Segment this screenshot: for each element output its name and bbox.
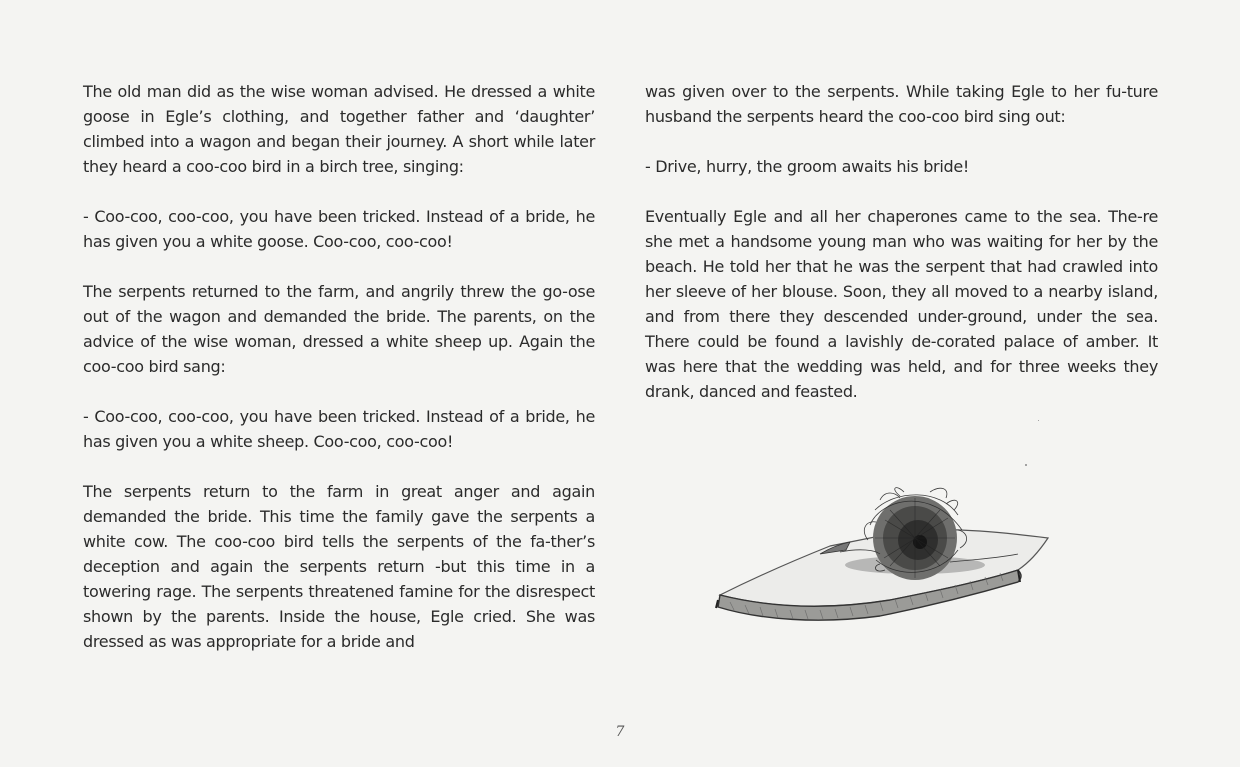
paragraph: - Coo-coo, coo-coo, you have been tricked. Instead of a bride, he has given you a white sheep. Coo-coo, coo-coo! — [83, 407, 595, 451]
pencil-sketch-nest-on-slab-icon — [700, 470, 1080, 660]
paragraph: - Drive, hurry, the groom awaits his bride! — [645, 157, 969, 176]
paragraph: was given over to the serpents. While taking Egle to her fu-ture husband the serpents heard the coo-coo bird sing out: — [645, 82, 1158, 126]
paragraph: Eventually Egle and all her chaperones came to the sea. The-re she met a handsome young man who was waiting for her by the beach. He told her that he was the serpent that had crawled into her sleeve of her blouse. Soon, they all moved to a nearby island, and from there they descended under-ground, under the sea. There could be found a lavishly de-corated palace of amber. It was here that the wedding was held, and for three weeks they drank, danced and feasted. — [645, 207, 1158, 401]
paragraph: The serpents returned to the farm, and angrily threw the go-ose out of the wagon and demanded the bride. The parents, on the advice of the wise woman, dressed a white sheep up. Again the coo-coo bird sang: — [83, 282, 595, 376]
paragraph: The old man did as the wise woman advised. He dressed a white goose in Egle’s clothing, and together father and ‘daughter’ climbed into a wagon and began their journey. A short while later they heard a coo-coo bird in a birch tree, singing: — [83, 82, 595, 176]
paper-speck — [1038, 420, 1039, 421]
paragraph: The serpents return to the farm in great anger and again demanded the bride. This time the family gave the serpents a white cow. The coo-coo bird tells the serpents of the fa-ther’s deception and again the serpents return -but this time in a towering rage. The serpents threatened famine for the disrespect shown by the parents. Inside the house, Egle cried. She was dressed as was appropriate for a bride and — [83, 482, 595, 651]
left-text-column — [83, 79, 595, 679]
page-number: 7 — [615, 724, 625, 740]
paper-speck — [1025, 464, 1027, 466]
paragraph: - Coo-coo, coo-coo, you have been tricked. Instead of a bride, he has given you a white goose. Coo-coo, coo-coo! — [83, 207, 595, 251]
right-text-column — [645, 79, 1158, 429]
